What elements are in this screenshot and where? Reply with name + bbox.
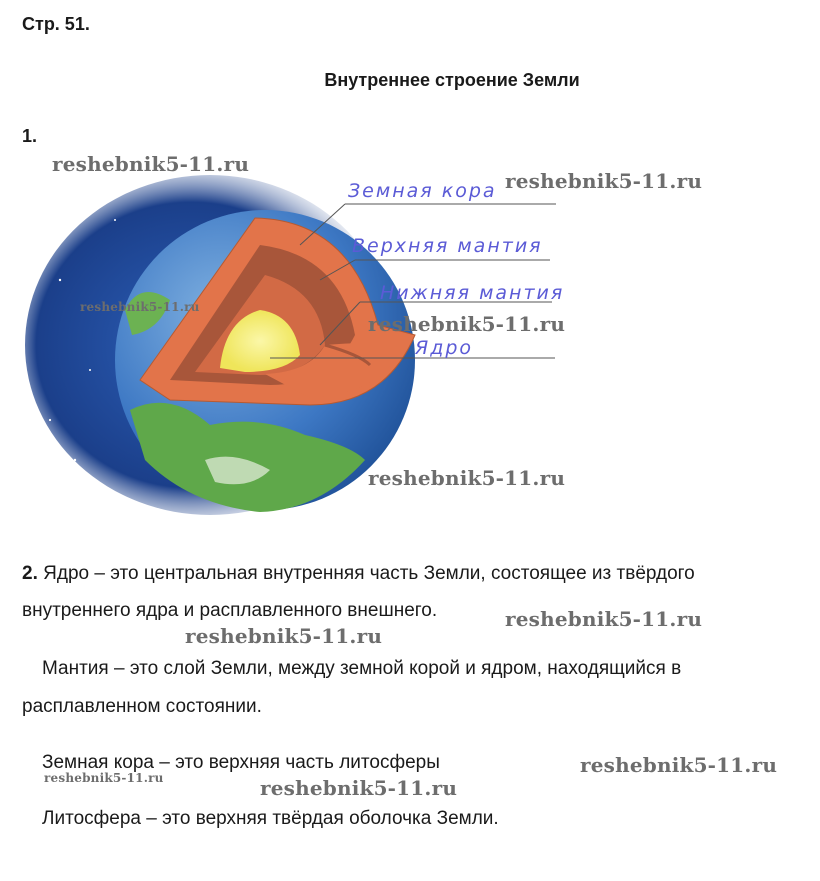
page-title: Внутреннее строение Земли	[324, 70, 580, 90]
crust-definition: Земная кора – это верхняя часть литосферы	[42, 752, 440, 773]
watermark: reshebnik5-11.ru	[368, 312, 566, 336]
task-2-paragraph-core	[22, 564, 695, 583]
task-2-number: 2.	[22, 563, 38, 584]
watermark: reshebnik5-11.ru	[80, 300, 200, 314]
watermark: reshebnik5-11.ru	[505, 607, 703, 631]
task-1-number: 1.	[22, 126, 38, 146]
watermark: reshebnik5-11.ru	[44, 771, 164, 785]
label-lower-mantle: Нижняя мантия	[380, 282, 565, 304]
core-definition-line-2: внутреннего ядра и расплавленного внешнего.	[22, 600, 438, 621]
lithosphere-definition: Литосфера – это верхняя твёрдая оболочка Земли.	[42, 808, 499, 829]
label-upper-mantle: Верхняя мантия	[352, 235, 543, 257]
watermark: reshebnik5-11.ru	[505, 169, 703, 193]
watermark: reshebnik5-11.ru	[368, 466, 566, 490]
watermark: reshebnik5-11.ru	[260, 776, 458, 800]
watermark: reshebnik5-11.ru	[185, 624, 383, 648]
watermark: reshebnik5-11.ru	[580, 753, 778, 777]
page-number: Стр. 51.	[22, 14, 90, 34]
label-core: Ядро	[415, 337, 474, 359]
mantle-definition-line-1: Мантия – это слой Земли, между земной корой и ядром, находящийся в	[42, 658, 682, 679]
mantle-definition-line-2: расплавленном состоянии.	[22, 696, 262, 717]
watermark: reshebnik5-11.ru	[52, 152, 250, 176]
label-earth-crust: Земная кора	[348, 180, 497, 202]
core-definition-line-1: Ядро – это центральная внутренняя часть Земли, состоящее из твёрдого	[37, 563, 695, 584]
